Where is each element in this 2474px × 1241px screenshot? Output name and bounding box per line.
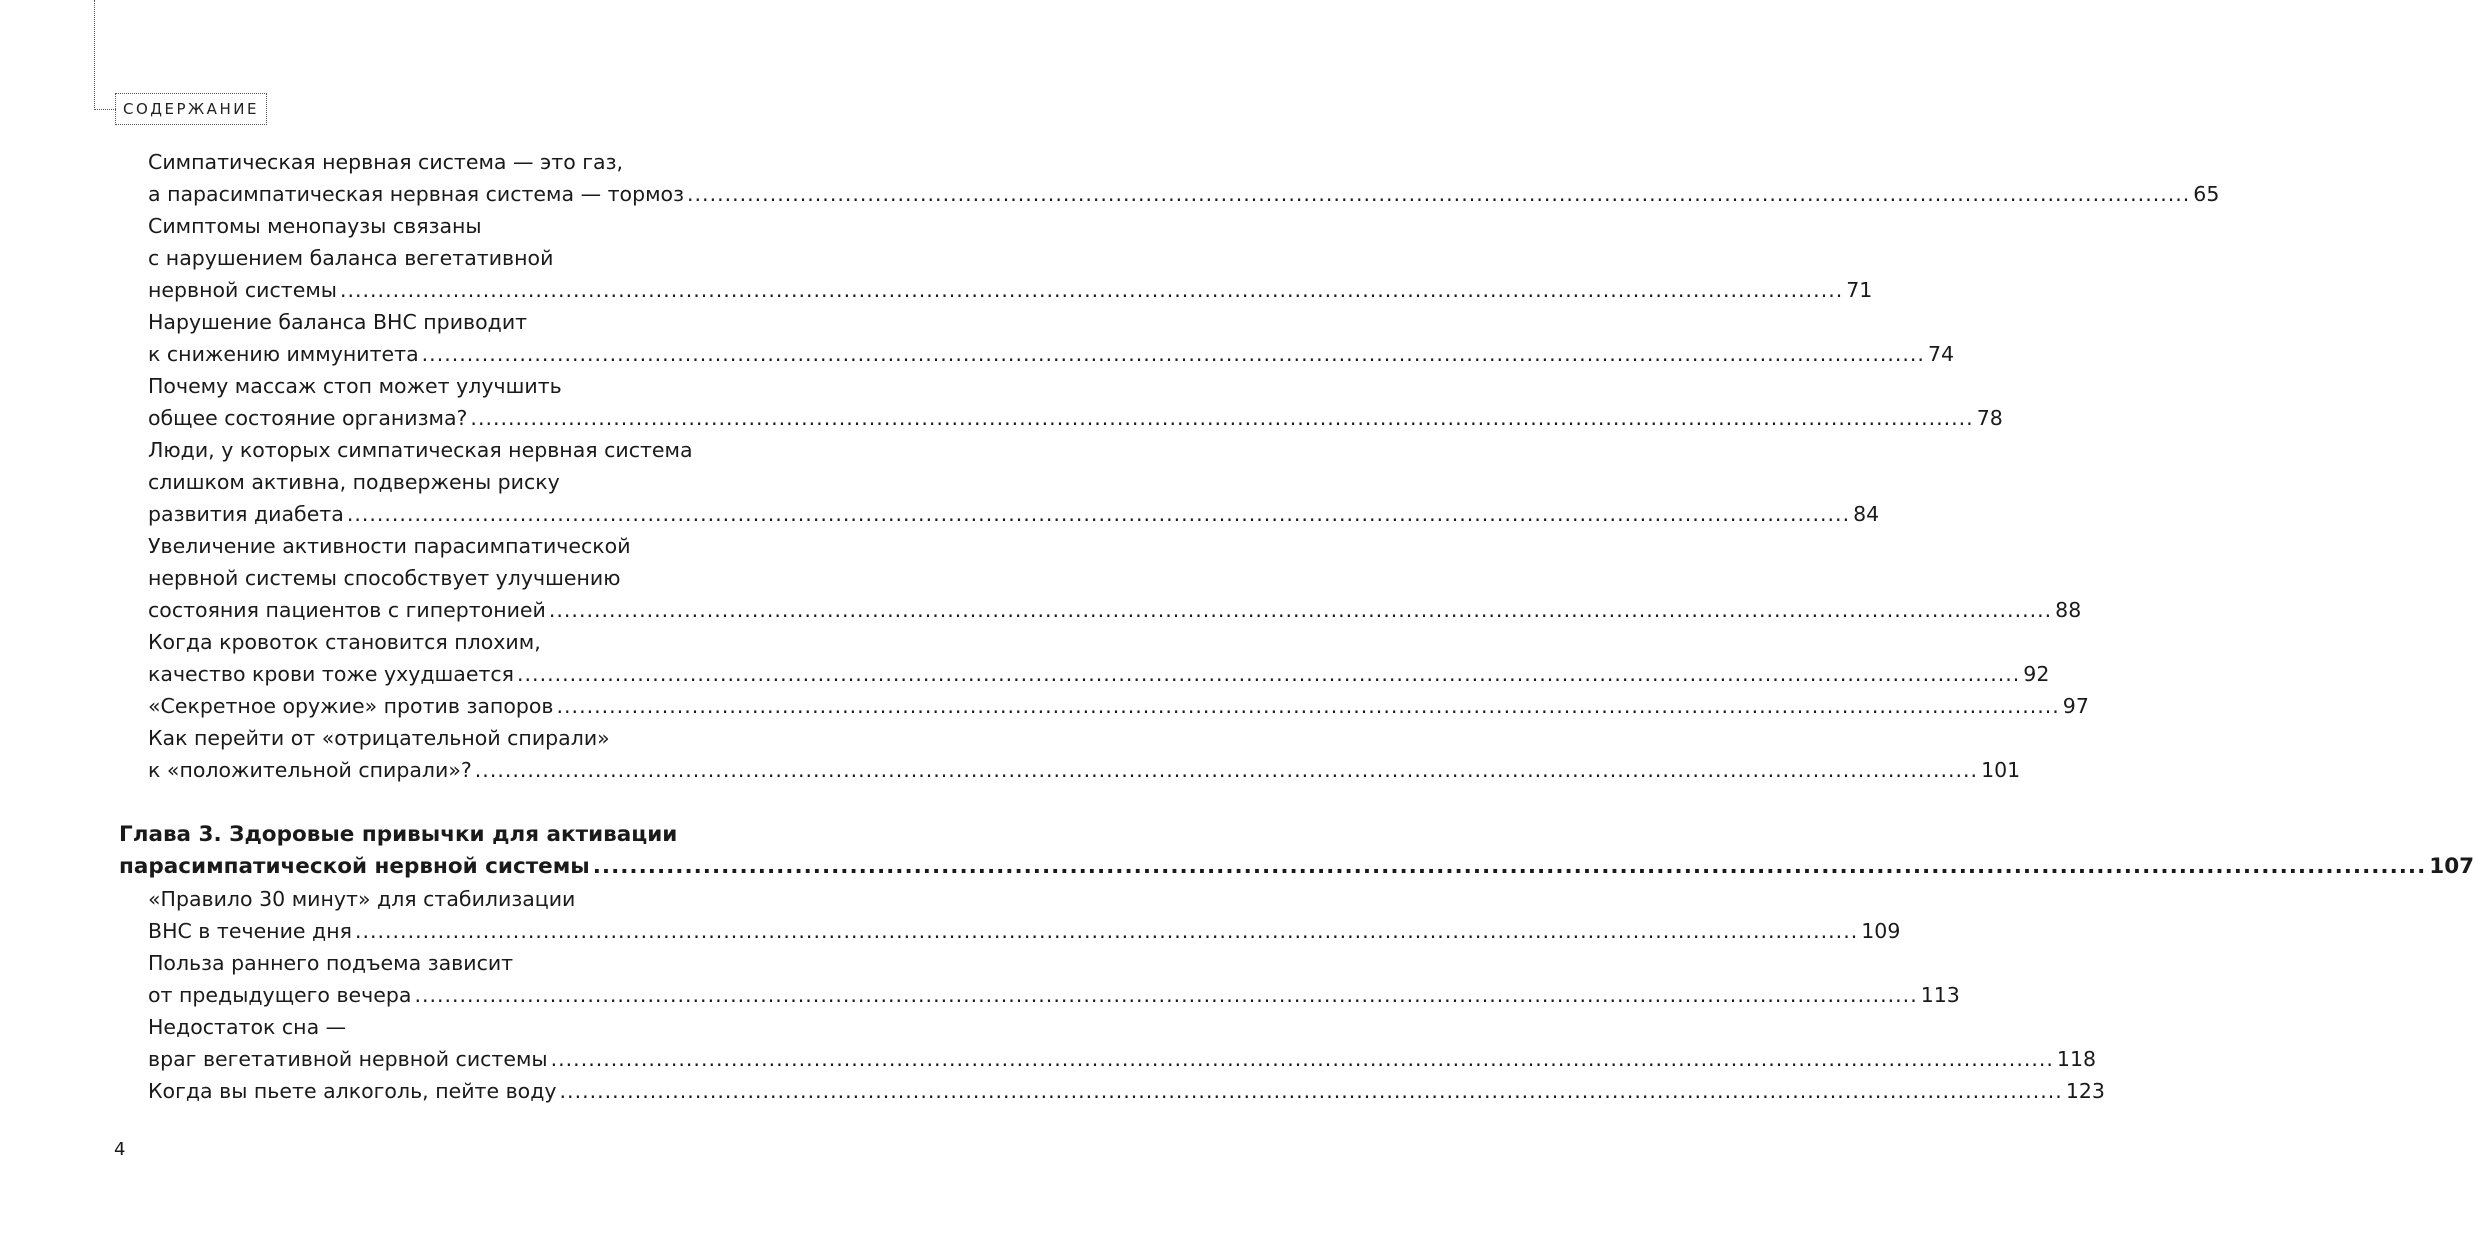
toc-entry-title-line: Когда кровоток становится плохим, [148, 630, 541, 654]
toc-entries-part1 [0, 146, 2220, 786]
toc-entry-page-number: 113 [1920, 983, 1960, 1007]
toc-entry-last-line [148, 594, 2082, 626]
toc-entry-page-number: 65 [2193, 182, 2220, 206]
toc-entry-title-text: развития диабета [148, 502, 344, 526]
dot-leader: ........................................................................................................................................................................................................ [421, 342, 1925, 366]
toc-entry-last-line [148, 658, 2050, 690]
toc-entry-last-line [148, 178, 2220, 210]
toc-entry-last-line [148, 338, 1955, 370]
toc-entry-title-text: к «положительной спирали»? [148, 758, 472, 782]
toc-entry-page-number: 84 [1853, 502, 1880, 526]
toc-entry-page-number: 74 [1927, 342, 1955, 366]
dot-leader: ........................................................................................................................................................................................................ [559, 1079, 2063, 1103]
table-of-contents [0, 146, 2474, 1107]
dot-leader: ........................................................................................................................................................................................................ [470, 406, 1974, 430]
toc-entry-last-line [148, 690, 2089, 722]
toc-entry-title-line: Польза раннего подъема зависит [148, 951, 514, 975]
toc-entry-title-text: враг вегетативной нервной системы [148, 1047, 548, 1071]
toc-entry-page-number: 92 [2023, 662, 2050, 686]
toc-entry[interactable] [148, 210, 1873, 306]
chapter-heading[interactable] [119, 819, 2474, 883]
toc-entry-title-text: ВНС в течение дня [148, 919, 352, 943]
dot-leader: ........................................................................................................................................................................................................ [346, 502, 1851, 526]
toc-entries-part2 [0, 883, 2105, 1107]
dot-leader: ........................................................................................................................................................................................................ [414, 983, 1918, 1007]
toc-entry[interactable] [148, 690, 2089, 722]
toc-entry-last-line [148, 915, 1901, 947]
toc-entry-page-number: 78 [1976, 406, 2003, 430]
dot-leader: ........................................................................................................................................................................................................ [517, 662, 2021, 686]
toc-entry-last-line [148, 754, 2021, 786]
toc-entry[interactable] [148, 883, 1901, 947]
toc-entry-last-line [148, 1043, 2097, 1075]
toc-entry-last-line [148, 498, 1880, 530]
toc-entry[interactable] [148, 1075, 2105, 1107]
header-guide-horizontal [94, 109, 116, 110]
toc-entry-page-number: 101 [1981, 758, 2021, 782]
chapter-title-last-line [119, 851, 2474, 883]
toc-entry[interactable] [148, 626, 2050, 690]
toc-entry-title-line: нервной системы способствует улучшению [148, 566, 621, 590]
toc-entry-title-text: качество крови тоже ухудшается [148, 662, 515, 686]
toc-entry-title-text: «Секретное оружие» против запоров [148, 694, 554, 718]
toc-entry-title-line: Симптомы менопаузы связаны [148, 214, 482, 238]
toc-entry-title-text: общее состояние организма? [148, 406, 468, 430]
toc-entry-page-number: 123 [2065, 1079, 2105, 1103]
toc-entry[interactable] [148, 1011, 2097, 1075]
toc-entry-title-line: Симпатическая нервная система — это газ, [148, 150, 624, 174]
toc-entry[interactable] [148, 947, 1960, 1011]
toc-entry[interactable] [148, 722, 2021, 786]
toc-entry-last-line [148, 979, 1960, 1011]
toc-entry-title-line: Недостаток сна — [148, 1015, 347, 1039]
chapter-title-text: парасимпатической нервной системы [119, 854, 590, 879]
toc-entry-page-number: 118 [2056, 1047, 2097, 1071]
toc-entry-title-line: «Правило 30 минут» для стабилизации [148, 887, 576, 911]
toc-entry[interactable] [148, 306, 1955, 370]
dot-leader: ........................................................................................................................................................................................................ [354, 919, 1859, 943]
toc-entry-title-text: Когда вы пьете алкоголь, пейте воду [148, 1079, 557, 1103]
dot-leader: ........................................................................................................................................................................................................ [474, 758, 1979, 782]
dot-leader: ........................................................................................................................................................................................................ [339, 278, 1844, 302]
dot-leader: ........................................................................................................................................................................................................ [556, 694, 2060, 718]
toc-entry-title-text: нервной системы [148, 278, 337, 302]
toc-entry-title-line: Нарушение баланса ВНС приводит [148, 310, 528, 334]
chapter-title-line: Глава 3. Здоровые привычки для активации [119, 822, 678, 847]
dot-leader: ........................................................................................................................................................................................................ [548, 598, 2053, 622]
toc-entry-title-line: Почему массаж стоп может улучшить [148, 374, 562, 398]
dot-leader: ........................................................................................................................................................................................................ [550, 1047, 2054, 1071]
toc-entry[interactable] [148, 370, 2003, 434]
page-number: 4 [114, 1139, 126, 1160]
running-header: СОДЕРЖАНИЕ [115, 93, 267, 125]
toc-entry-last-line [148, 1075, 2105, 1107]
toc-entry-last-line [148, 274, 1873, 306]
toc-entry-title-line: Люди, у которых симпатическая нервная система [148, 438, 693, 462]
toc-entry-page-number: 97 [2062, 694, 2089, 718]
toc-entry-title-line: Увеличение активности парасимпатической [148, 534, 631, 558]
toc-entry[interactable] [148, 530, 2082, 626]
chapter-page-number: 107 [2429, 854, 2474, 879]
toc-entry-title-line: Как перейти от «отрицательной спирали» [148, 726, 610, 750]
dot-leader: ........................................................................................................................................................................................................ [592, 854, 2427, 879]
toc-entry-title-text: от предыдущего вечера [148, 983, 412, 1007]
toc-entry-page-number: 88 [2055, 598, 2082, 622]
toc-entry-page-number: 71 [1846, 278, 1873, 302]
toc-entry-last-line [148, 402, 2003, 434]
toc-entry-title-line: с нарушением баланса вегетативной [148, 246, 554, 270]
toc-entry[interactable] [148, 434, 1880, 530]
dot-leader: ........................................................................................................................................................................................................ [687, 182, 2191, 206]
toc-entry[interactable] [148, 146, 2220, 210]
toc-entry-title-text: состояния пациентов с гипертонией [148, 598, 546, 622]
toc-entry-title-line: слишком активна, подвержены риску [148, 470, 560, 494]
toc-entry-title-text: к снижению иммунитета [148, 342, 419, 366]
toc-entry-title-text: а парасимпатическая нервная система — тормоз [148, 182, 685, 206]
header-guide-vertical [94, 0, 95, 110]
toc-entry-page-number: 109 [1861, 919, 1901, 943]
